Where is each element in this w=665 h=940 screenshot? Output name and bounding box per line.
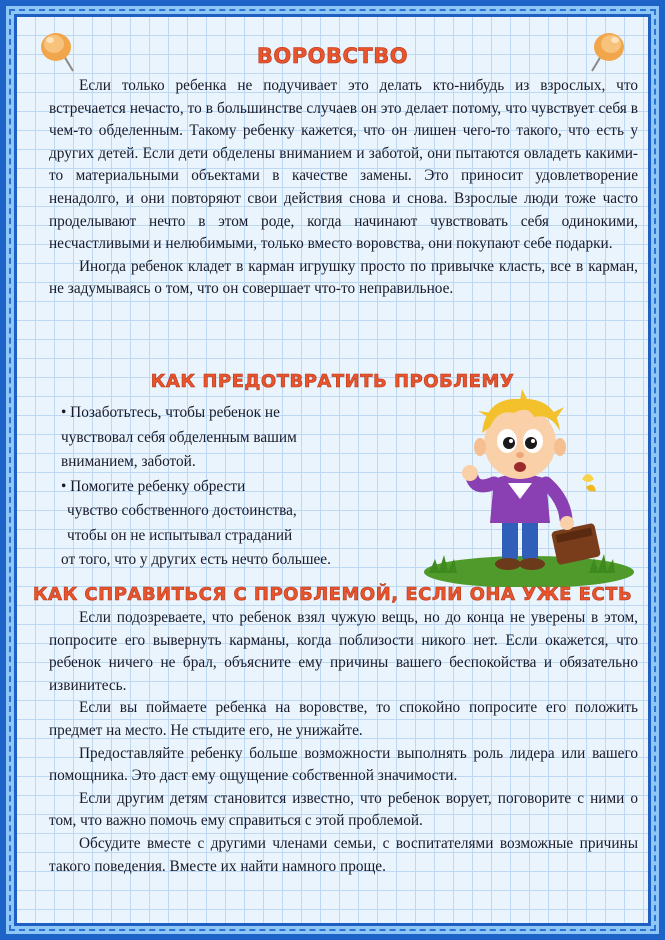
bullet-line: чтобы он не испытывал страданий [67,526,293,544]
prevent-bullets [61,401,381,573]
poster-paper [14,14,651,926]
prevent-heading: КАК ПРЕДОТВРАТИТЬ ПРОБЛЕМУ [150,371,515,392]
bullet-line: • Помогите ребенку обрести [61,477,246,495]
cope-paragraph: Если подозреваете, что ребенок взял чужую вещь, но до конца не уверены в этом, попросите его вывернуть карманы, когда поблизости никого нет. Если окажется, что ребенок ничего не брал, объясните ему причины вашего беспокойства и обязательно извинитесь. [49,609,638,694]
bullet-line: чувство собственного достоинства, [67,502,297,519]
bullet-line: • Позаботьтесь, чтобы ребенок не [61,404,280,421]
frame-inner [6,6,659,934]
cope-text [49,607,638,878]
cope-paragraph: Если другим детям становится известно, что ребенок ворует, поговорите с ними о том, что важно помочь ему справиться с этой проблемой. [49,789,638,830]
intro-paragraph: Иногда ребенок кладет в карман игрушку просто по привычке класть, все в карман, не задумываясь о том, что он совершает что-то неправильное. [49,257,638,298]
intro-paragraph: Если только ребенка не подучивает это делать кто-нибудь из взрослых, что встречается нечасто, то в большинстве случаев он это делает потому, что чувствует себя в чем-то обделенным. Такому ребенку кажется, что он лишен чего-то такого, что есть у других детей. Если дети обделены вниманием и заботой, они пытаются овладеть какими-то материальными объектами в качестве замены. Это приносит удовлетворение ненадолго, и они повторяют свои действия снова и снова. Взрослые люди тоже часто проделывают нечто в этом роде, когда начинают чувствовать себя одинокими, несчастливыми и нелюбимыми, только вместо воровства, они покупают себе подарки. [49,77,638,253]
cope-paragraph: Если вы поймаете ребенка на воровстве, то спокойно попросите его положить предмет на место. Не стыдите его, не унижайте. [49,699,638,739]
cope-paragraph: Предоставляйте ребенку больше возможности выполнять роль лидера или вашего помощника. Это даст ему ощущение собственной значимости. [49,744,638,785]
bullet-line: от того, что у других есть нечто большее. [61,551,331,568]
intro-text [49,75,638,301]
cope-paragraph: Обсудите вместе с другими членами семьи, с воспитателями возможные причины такого поведения. Вместе их найти намного проще. [49,834,638,875]
cope-heading: КАК СПРАВИТЬСЯ С ПРОБЛЕМОЙ, ЕСЛИ ОНА УЖЕ ЕСТЬ [32,584,633,605]
boy-illustration [404,387,644,587]
bullet-line: вниманием, заботой. [61,453,196,470]
bullet-line: чувствовал себя обделенным вашим [61,428,297,446]
page-title: ВОРОВСТВО [256,44,409,68]
